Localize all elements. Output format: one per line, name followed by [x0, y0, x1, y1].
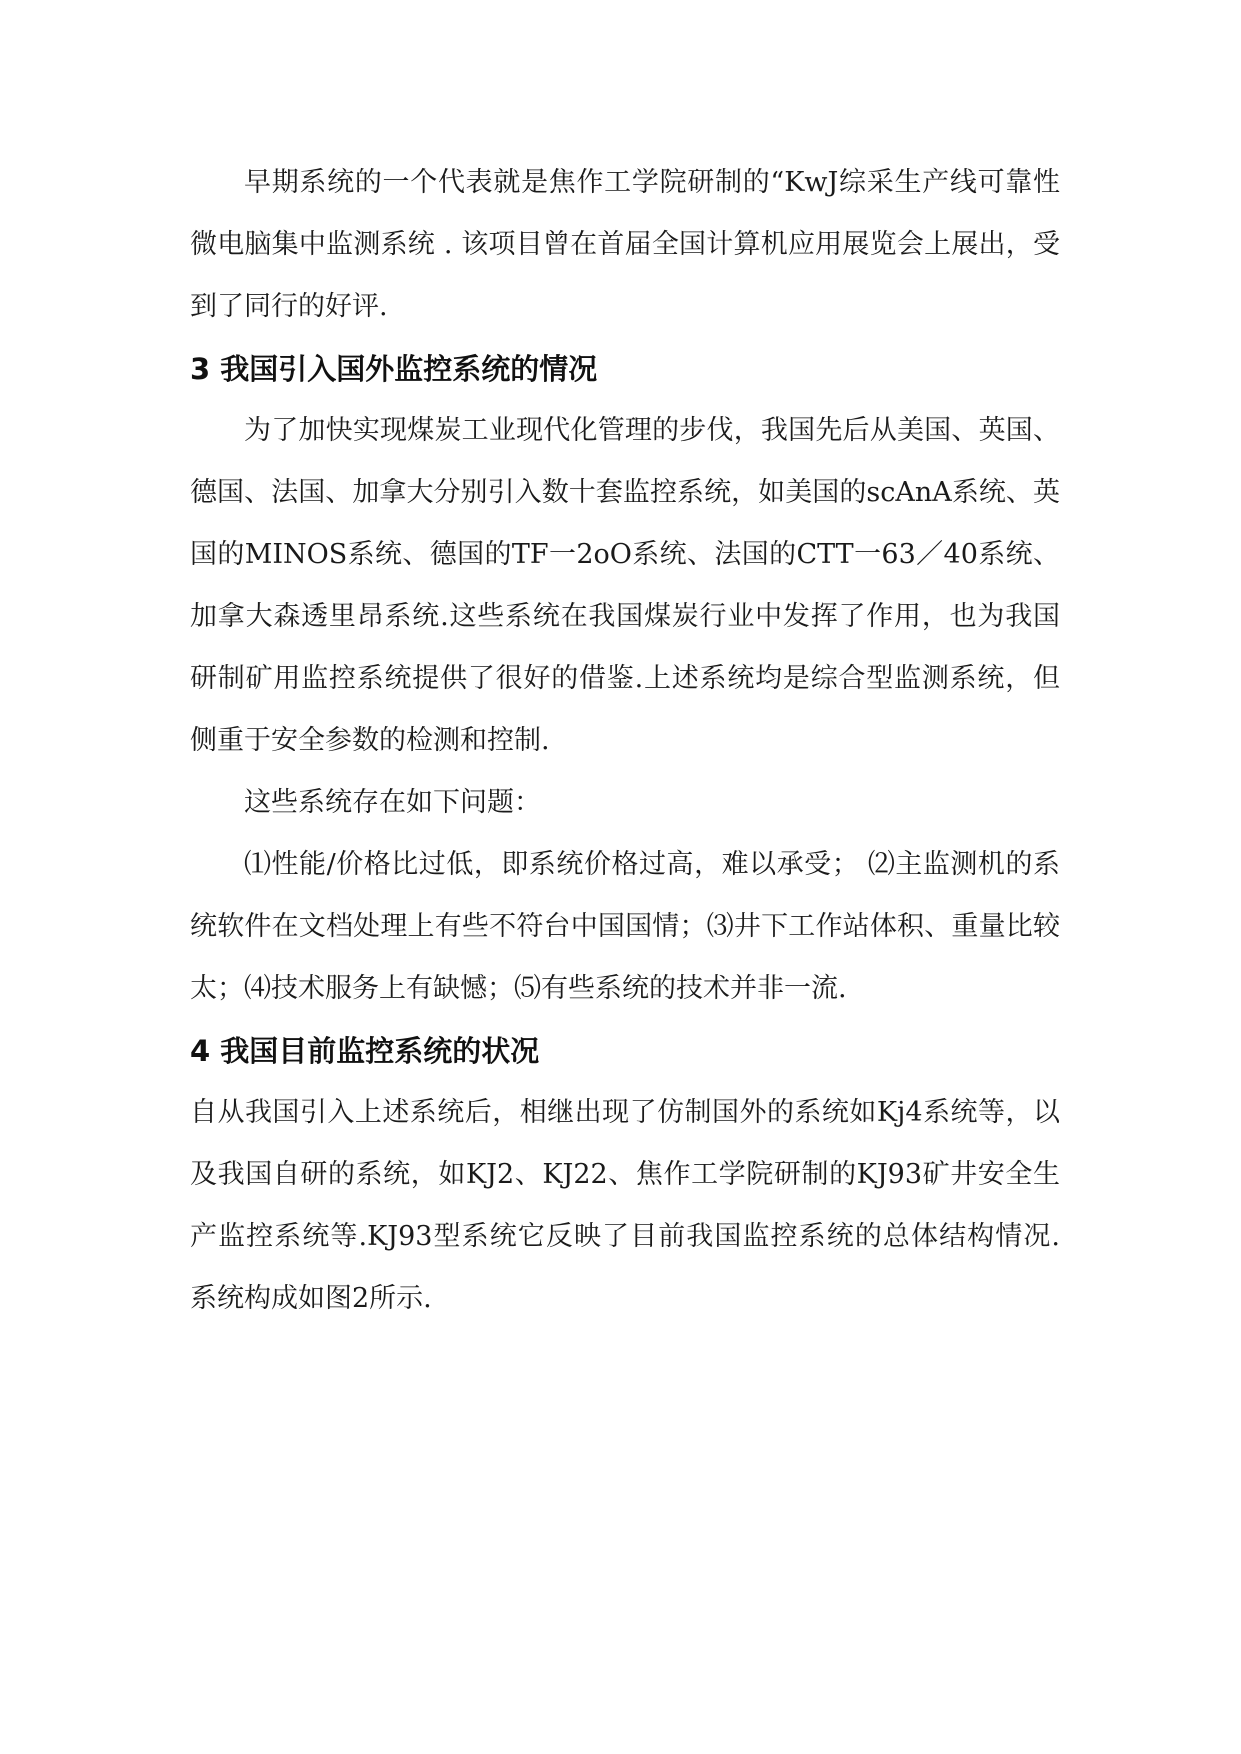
paragraph-imported-systems: 为了加快实现煤炭工业现代化管理的步伐，我国先后从美国、英国、德国、法国、加拿大分别引入数十套监控系统，如美国的scAnA系统、英国的MINOS系统、德国的TF一2oO系统、法国的CTT一63／40系统、加拿大森透里昂系统.这些系统在我国煤炭行业中发挥了作用，也为我国研制矿用监控系统提供了很好的借鉴.上述系统均是综合型监测系统，但侧重于安全参数的检测和控制.: [190, 415, 1060, 756]
paragraph-problems-intro: 这些系统存在如下问题：: [244, 787, 541, 818]
section-heading-3: 3 我国引入国外监控系统的情况: [190, 352, 598, 386]
body-text: [190, 152, 1060, 1330]
paragraph-current-status: 自从我国引入上述系统后，相继出现了仿制国外的系统如Kj4系统等，以及我国自研的系统，如KJ2、KJ22、焦作工学院研制的KJ93矿井安全生产监控系统等.KJ93型系统它反映了目前我国监控系统的总体结构情况. 系统构成如图2所示.: [190, 1097, 1060, 1314]
paragraph-early-system: 早期系统的一个代表就是焦作工学院研制的“KwJ综采生产线可靠性微电脑集中监测系统 . 该项目曾在首届全国计算机应用展览会上展出，受到了同行的好评.: [190, 167, 1060, 322]
section-heading-4: 4 我国目前监控系统的状况: [190, 1034, 540, 1068]
paragraph-problems-list: ⑴性能/价格比过低，即系统价格过高，难以承受； ⑵主监测机的系统软件在文档处理上有些不符台中国国情；⑶井下工作站体积、重量比较太；⑷技术服务上有缺憾；⑸有些系统的技术并非一流.: [190, 849, 1060, 1004]
